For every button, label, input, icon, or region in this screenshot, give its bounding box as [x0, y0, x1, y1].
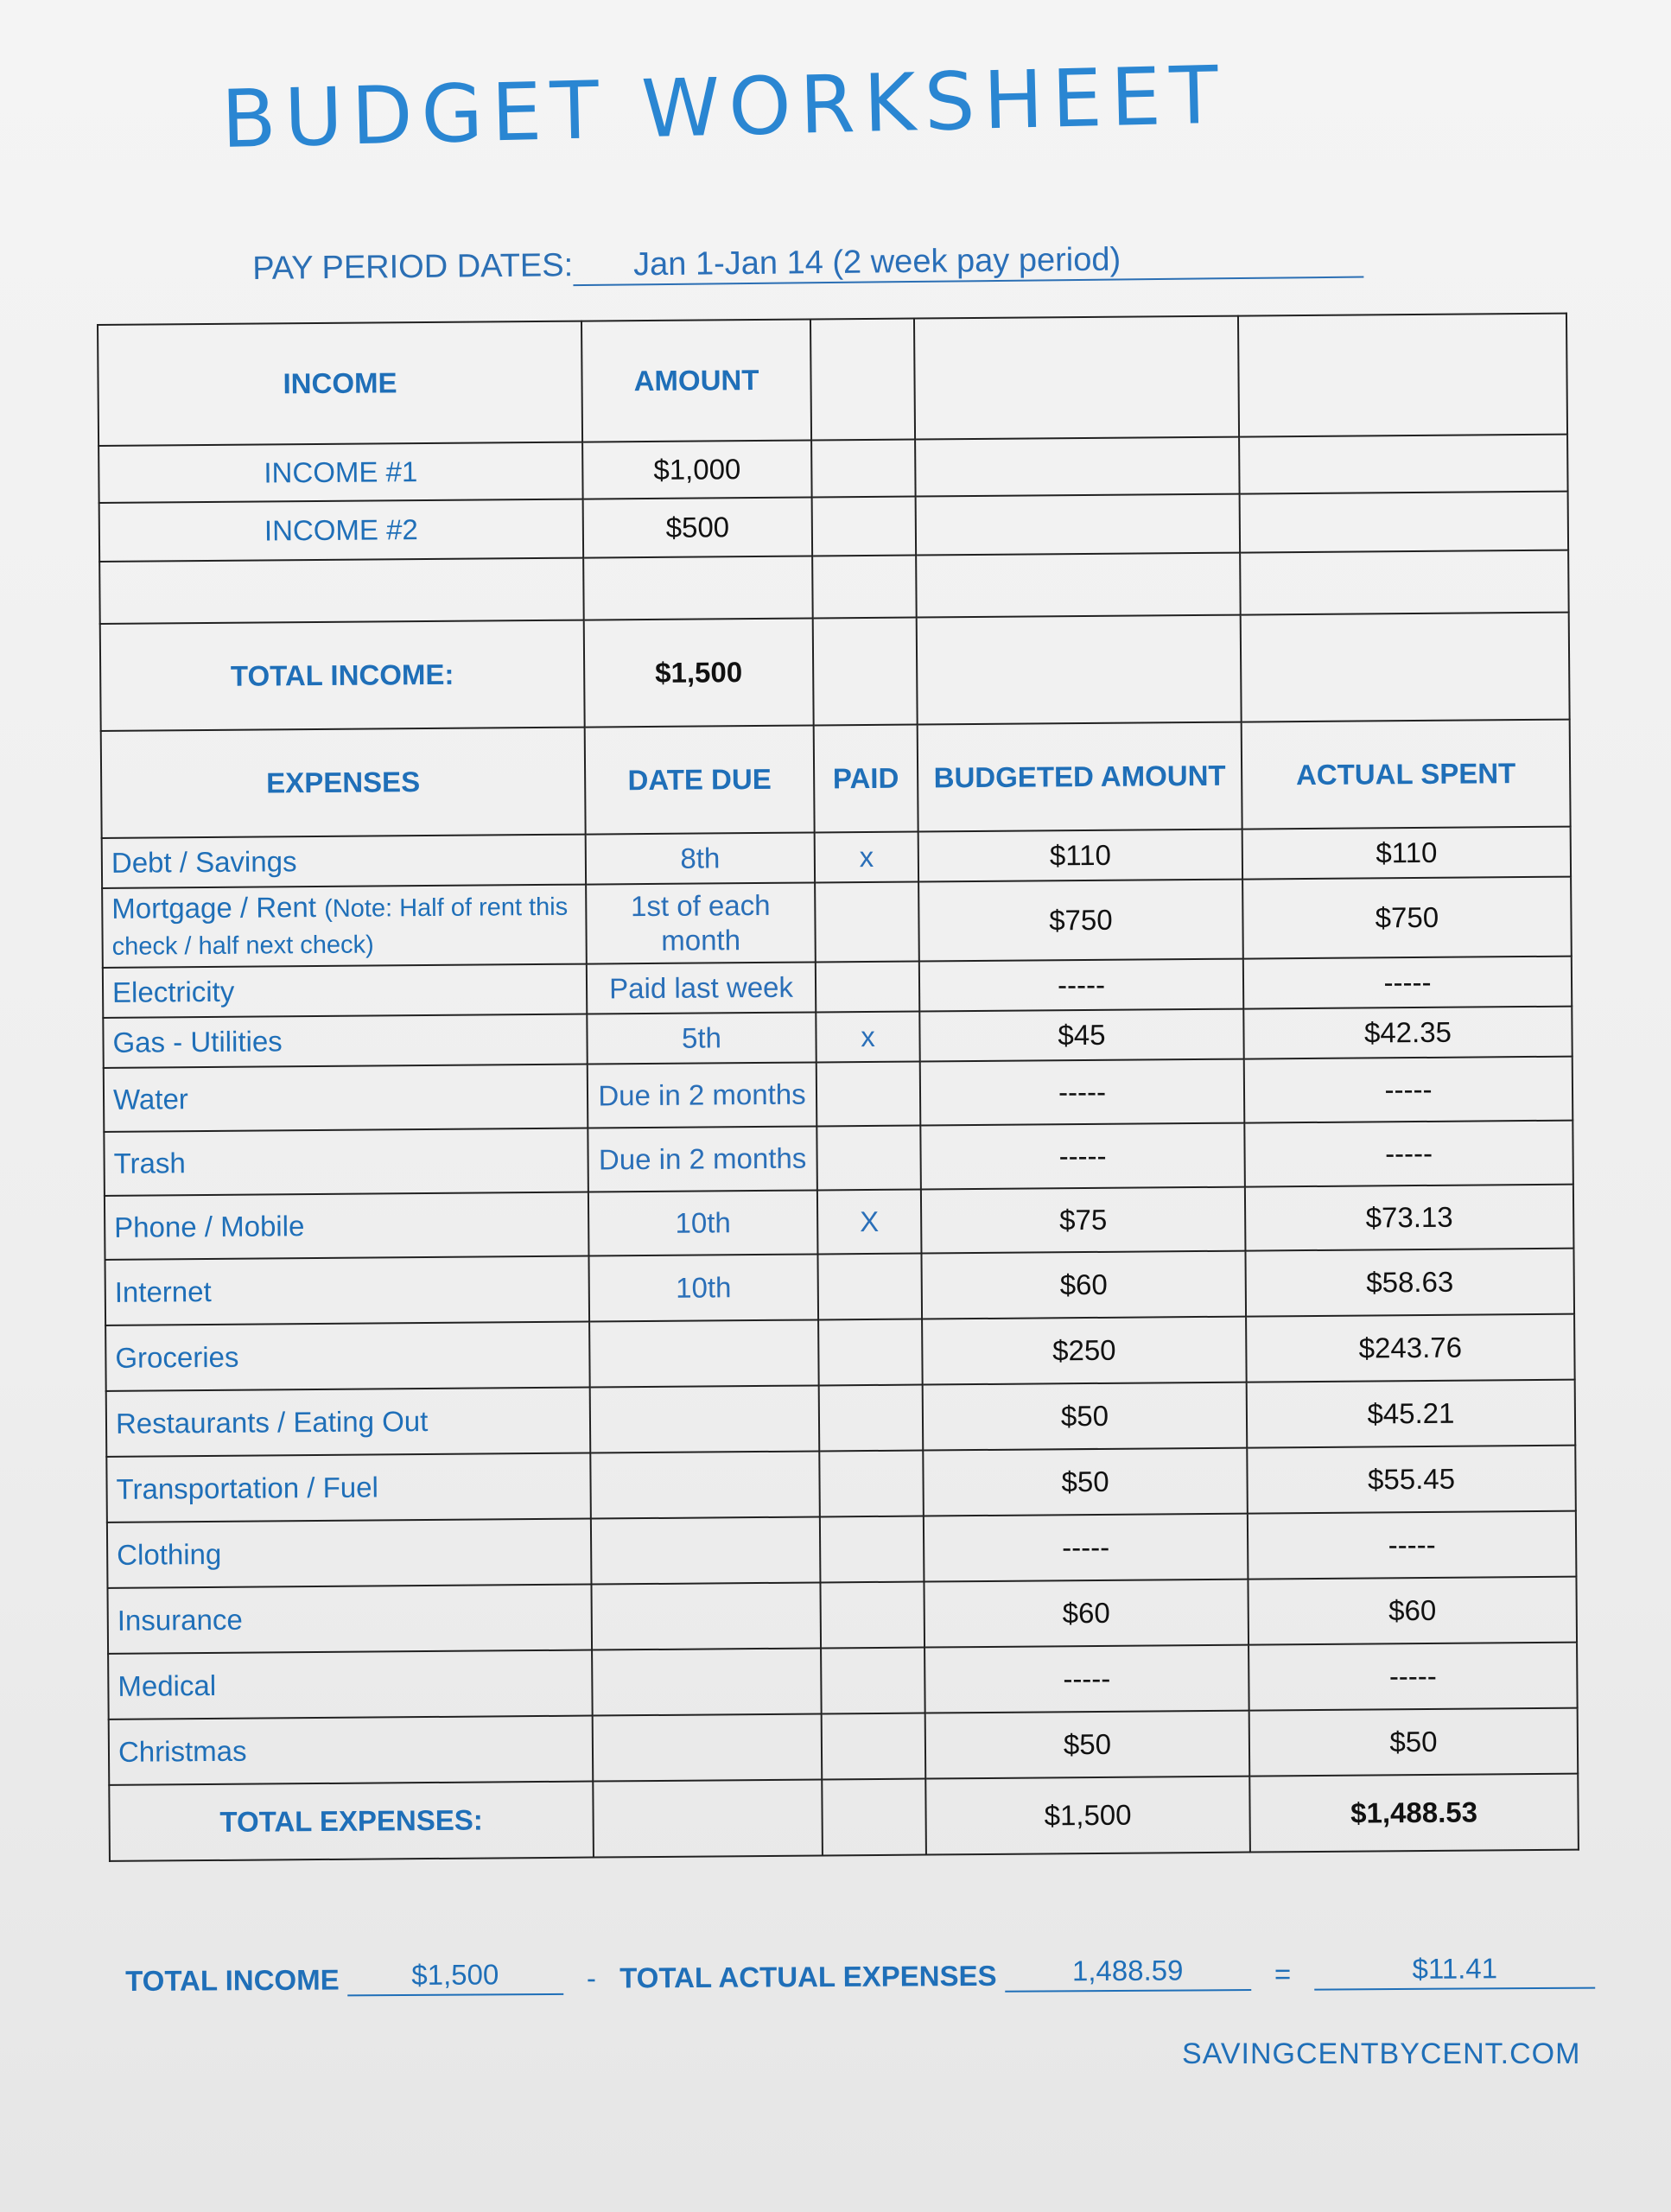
expense-date-due [590, 1451, 820, 1518]
summary-expenses-label: TOTAL ACTUAL EXPENSES [619, 1959, 997, 1994]
total-actual: $1,488.53 [1249, 1774, 1579, 1853]
expense-paid [819, 1385, 924, 1452]
expense-budgeted: ----- [920, 1059, 1245, 1126]
expense-row [102, 877, 1572, 968]
page-title: BUDGET WORKSHEET [220, 48, 1229, 166]
expense-paid [817, 1254, 922, 1320]
expense-paid [818, 1319, 923, 1386]
expense-budgeted: $50 [925, 1711, 1250, 1779]
expense-label: Debt / Savings [102, 835, 586, 888]
expense-actual: ----- [1248, 1643, 1578, 1711]
expense-actual: $50 [1249, 1708, 1579, 1777]
expense-budgeted: $60 [921, 1251, 1246, 1319]
expense-label: Electricity [103, 964, 587, 1018]
expense-actual: $60 [1248, 1577, 1577, 1645]
income-label [99, 558, 584, 624]
expense-label: Groceries [105, 1322, 590, 1391]
expense-date-due [593, 1713, 823, 1781]
income-label: INCOME #2 [99, 499, 584, 562]
expense-paid: X [817, 1190, 922, 1255]
summary-line [125, 1951, 1551, 1998]
total-income-row [100, 613, 1570, 731]
expense-row [107, 1511, 1577, 1588]
expense-row [105, 1185, 1574, 1260]
pay-period-value: Jan 1-Jan 14 (2 week pay period) [573, 239, 1363, 287]
expense-paid: x [816, 1012, 919, 1063]
expense-label: Clothing [107, 1519, 592, 1588]
expense-date-due: 5th [587, 1012, 816, 1064]
expense-budgeted: $750 [918, 880, 1243, 962]
minus-sign: - [586, 1961, 597, 1994]
expense-budgeted: $250 [922, 1317, 1247, 1385]
expense-budgeted: $60 [924, 1580, 1248, 1648]
expense-budgeted: $50 [923, 1382, 1248, 1451]
expense-label: Water [104, 1065, 588, 1132]
total-expenses-row [109, 1774, 1579, 1861]
expense-paid [820, 1516, 924, 1583]
expense-actual: ----- [1244, 1057, 1573, 1123]
expense-row [104, 1057, 1573, 1132]
summary-income-label: TOTAL INCOME [125, 1963, 340, 1997]
expenses-header: EXPENSES [101, 728, 586, 838]
expense-label: Restaurants / Eating Out [106, 1388, 591, 1457]
pay-period [252, 238, 1384, 289]
expense-label: Internet [105, 1256, 590, 1325]
expense-row [109, 1708, 1579, 1785]
expense-paid [821, 1648, 925, 1714]
expense-row [107, 1577, 1577, 1654]
expense-label: Insurance [107, 1585, 592, 1654]
equals-sign: = [1274, 1957, 1292, 1990]
expense-paid [820, 1582, 924, 1649]
expense-paid [816, 1126, 921, 1191]
expense-date-due [592, 1648, 822, 1715]
expense-row [105, 1314, 1575, 1391]
pay-period-label: PAY PERIOD DATES: [252, 247, 574, 287]
expenses-header-row [101, 720, 1571, 838]
expense-budgeted: ----- [920, 1123, 1245, 1190]
expense-actual: $243.76 [1246, 1314, 1575, 1382]
actual-header: ACTUAL SPENT [1242, 720, 1571, 830]
expense-budgeted: $110 [918, 830, 1242, 882]
expense-paid [822, 1713, 926, 1780]
budgeted-header: BUDGETED AMOUNT [918, 722, 1242, 832]
paid-header: PAID [814, 725, 918, 833]
summary-result-value: $11.41 [1314, 1951, 1595, 1991]
summary-expenses-value: 1,488.59 [1005, 1953, 1251, 1993]
expense-date-due: Due in 2 months [588, 1126, 817, 1192]
expense-paid [819, 1451, 924, 1517]
income-row [99, 550, 1569, 624]
expense-actual: $55.45 [1247, 1446, 1576, 1514]
expense-date-due: Due in 2 months [588, 1062, 817, 1128]
expense-budgeted: $75 [921, 1187, 1246, 1254]
income-header-row [98, 314, 1567, 446]
total-income-label: TOTAL INCOME: [100, 620, 585, 731]
expense-date-due [589, 1319, 819, 1387]
expense-budgeted: $50 [923, 1448, 1248, 1516]
expense-label: Gas - Utilities [103, 1014, 587, 1068]
total-budgeted: $1,500 [925, 1777, 1250, 1855]
expense-date-due [591, 1582, 821, 1649]
expense-paid [816, 962, 919, 1013]
expense-actual: ----- [1243, 957, 1572, 1009]
expense-date-due [590, 1385, 820, 1452]
expense-paid [815, 882, 919, 963]
expense-label-cell [102, 885, 587, 968]
date-due-header: DATE DUE [585, 725, 815, 834]
total-expenses-label: TOTAL EXPENSES: [109, 1782, 594, 1861]
expense-actual: ----- [1248, 1511, 1577, 1580]
expense-row [105, 1249, 1575, 1325]
expense-label: Phone / Mobile [105, 1192, 589, 1260]
footer-website: SAVINGCENTBYCENT.COM [1182, 2037, 1581, 2070]
expense-row [106, 1446, 1576, 1522]
expense-actual: $750 [1242, 877, 1572, 959]
expense-row [104, 1121, 1573, 1196]
income-amount [583, 556, 813, 620]
expense-row [106, 1380, 1576, 1457]
expense-actual: $58.63 [1245, 1249, 1574, 1317]
budget-table [97, 313, 1579, 1862]
amount-header: AMOUNT [581, 320, 811, 442]
expense-actual: $110 [1242, 827, 1571, 880]
expense-actual: $42.35 [1243, 1007, 1572, 1059]
expense-label: Transportation / Fuel [106, 1453, 591, 1522]
income-amount: $1,000 [582, 441, 812, 499]
expense-date-due: Paid last week [587, 962, 816, 1014]
expense-label: Mortgage / Rent [111, 891, 317, 925]
expense-budgeted: ----- [924, 1514, 1248, 1582]
summary-income-value: $1,500 [347, 1957, 563, 1997]
expense-budgeted: ----- [924, 1645, 1249, 1713]
expense-date-due [591, 1516, 821, 1584]
expense-paid: x [815, 832, 918, 883]
expense-actual: ----- [1244, 1121, 1573, 1187]
expense-label: Trash [104, 1128, 588, 1196]
expense-label: Medical [108, 1650, 593, 1719]
expense-paid [816, 1062, 921, 1127]
income-amount: $500 [583, 498, 813, 558]
income-label: INCOME #1 [98, 442, 583, 503]
expense-actual: $45.21 [1247, 1380, 1576, 1448]
expense-budgeted: ----- [919, 959, 1243, 1012]
expense-date-due: 8th [586, 832, 815, 884]
expense-row [108, 1643, 1578, 1719]
expense-note: (Note: Half of rent this check / half next check) [111, 893, 569, 961]
expense-budgeted: $45 [919, 1009, 1243, 1062]
expense-actual: $73.13 [1245, 1185, 1574, 1251]
expense-date-due: 10th [588, 1254, 818, 1321]
expense-date-due: 1st of each month [586, 882, 816, 963]
income-header: INCOME [98, 321, 582, 446]
expense-label: Christmas [109, 1716, 594, 1785]
expense-date-due: 10th [588, 1190, 818, 1255]
total-income-amount: $1,500 [584, 619, 814, 728]
